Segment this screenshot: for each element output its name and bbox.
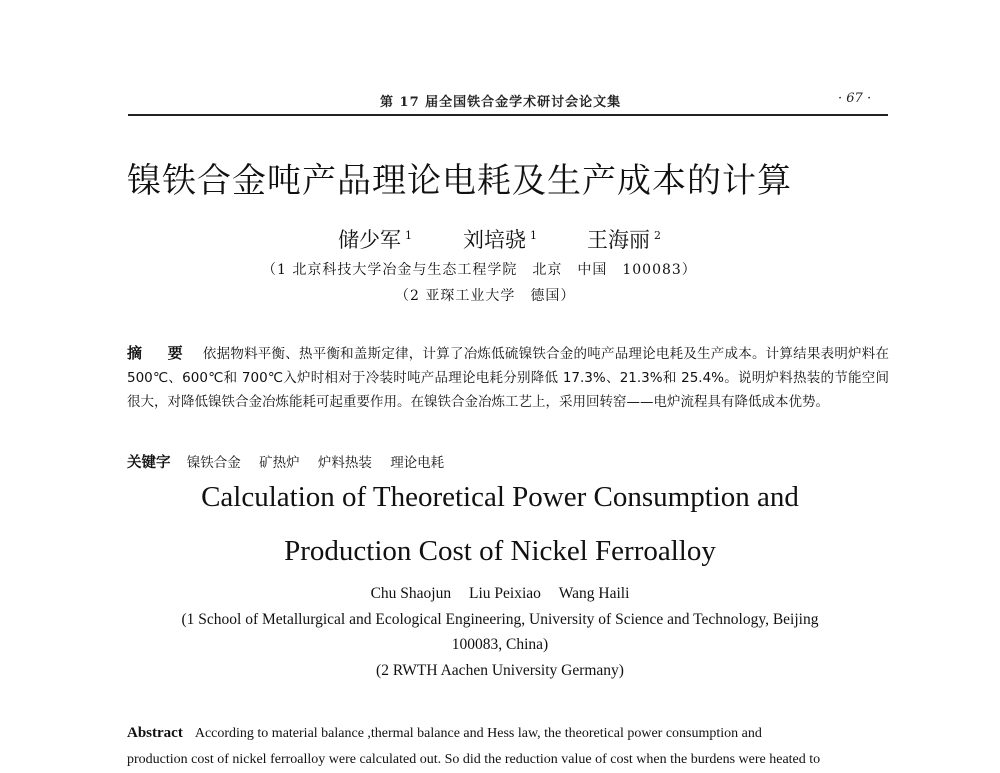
running-header: 第 17 届全国铁合金学术研讨会论文集 (380, 95, 622, 110)
keyword: 理论电耗 (390, 455, 445, 471)
header-rule (128, 114, 888, 116)
authors-english (0, 585, 1000, 603)
abstract-en-line1: According to material balance ,thermal balance and Hess law, the theoretical power consumption and (194, 726, 762, 741)
affiliation-cn-2: （2 亚琛工业大学 德国） (395, 288, 576, 304)
author-en: Liu Peixiao (468, 585, 541, 602)
abstract-cn-label: 摘 要 (127, 344, 193, 362)
affiliation-cn-1: （1 北京科技大学冶金与生态工程学院 北京 中国 100083） (262, 262, 697, 278)
keywords-chinese (127, 451, 458, 472)
title-english-line2: Production Cost of Nickel Ferroalloy (284, 535, 716, 567)
keyword: 炉料热装 (317, 455, 372, 471)
affiliation-en-2: (2 RWTH Aachen University Germany) (376, 662, 624, 679)
keyword: 矿热炉 (259, 455, 300, 471)
affiliation-en-1-cont: 100083, China) (451, 636, 549, 653)
keyword: 镍铁合金 (186, 455, 241, 471)
keywords-label: 关键字 (127, 455, 171, 471)
abstract-cn-text: 依据物料平衡、热平衡和盖斯定律，计算了冶炼低硫镍铁合金的吨产品理论电耗及生产成本。计算结果表明炉料在 500℃、600℃和 700℃入炉时相对于冷装时吨产品理论电耗分别降低 17.3%、21.3%和 25.4%。说明炉料热装的节能空间很大，对降低镍铁合金冶炼能耗可起重要作用。在镍铁合金冶炼工艺上，采用回转窑——电炉流程具有降低成本优势。 (127, 346, 889, 410)
abstract-chinese (127, 341, 889, 414)
author-en: Wang Haili (558, 585, 630, 602)
author-en: Chu Shaojun (370, 585, 452, 602)
abstract-en-line2: production cost of nickel ferroalloy were calculated out. So did the reduction value of cost when the burdens were heated to (127, 752, 821, 767)
author-cn: 储少军 $^1$ (338, 228, 412, 252)
abstract-en-label: Abstract (127, 725, 183, 741)
title-chinese: 镍铁合金吨产品理论电耗及生产成本的计算 (127, 161, 792, 201)
abstract-english (127, 720, 927, 773)
title-english-line1: Calculation of Theoretical Power Consumption and (201, 481, 799, 513)
author-cn: 王海丽 $^2$ (587, 228, 661, 252)
page-number: · 67 · (838, 91, 872, 106)
affiliation-en-1: (1 School of Metallurgical and Ecological Engineering, University of Science and Technology, Beijing (181, 611, 819, 628)
author-cn: 刘培骁 $^1$ (463, 228, 537, 252)
